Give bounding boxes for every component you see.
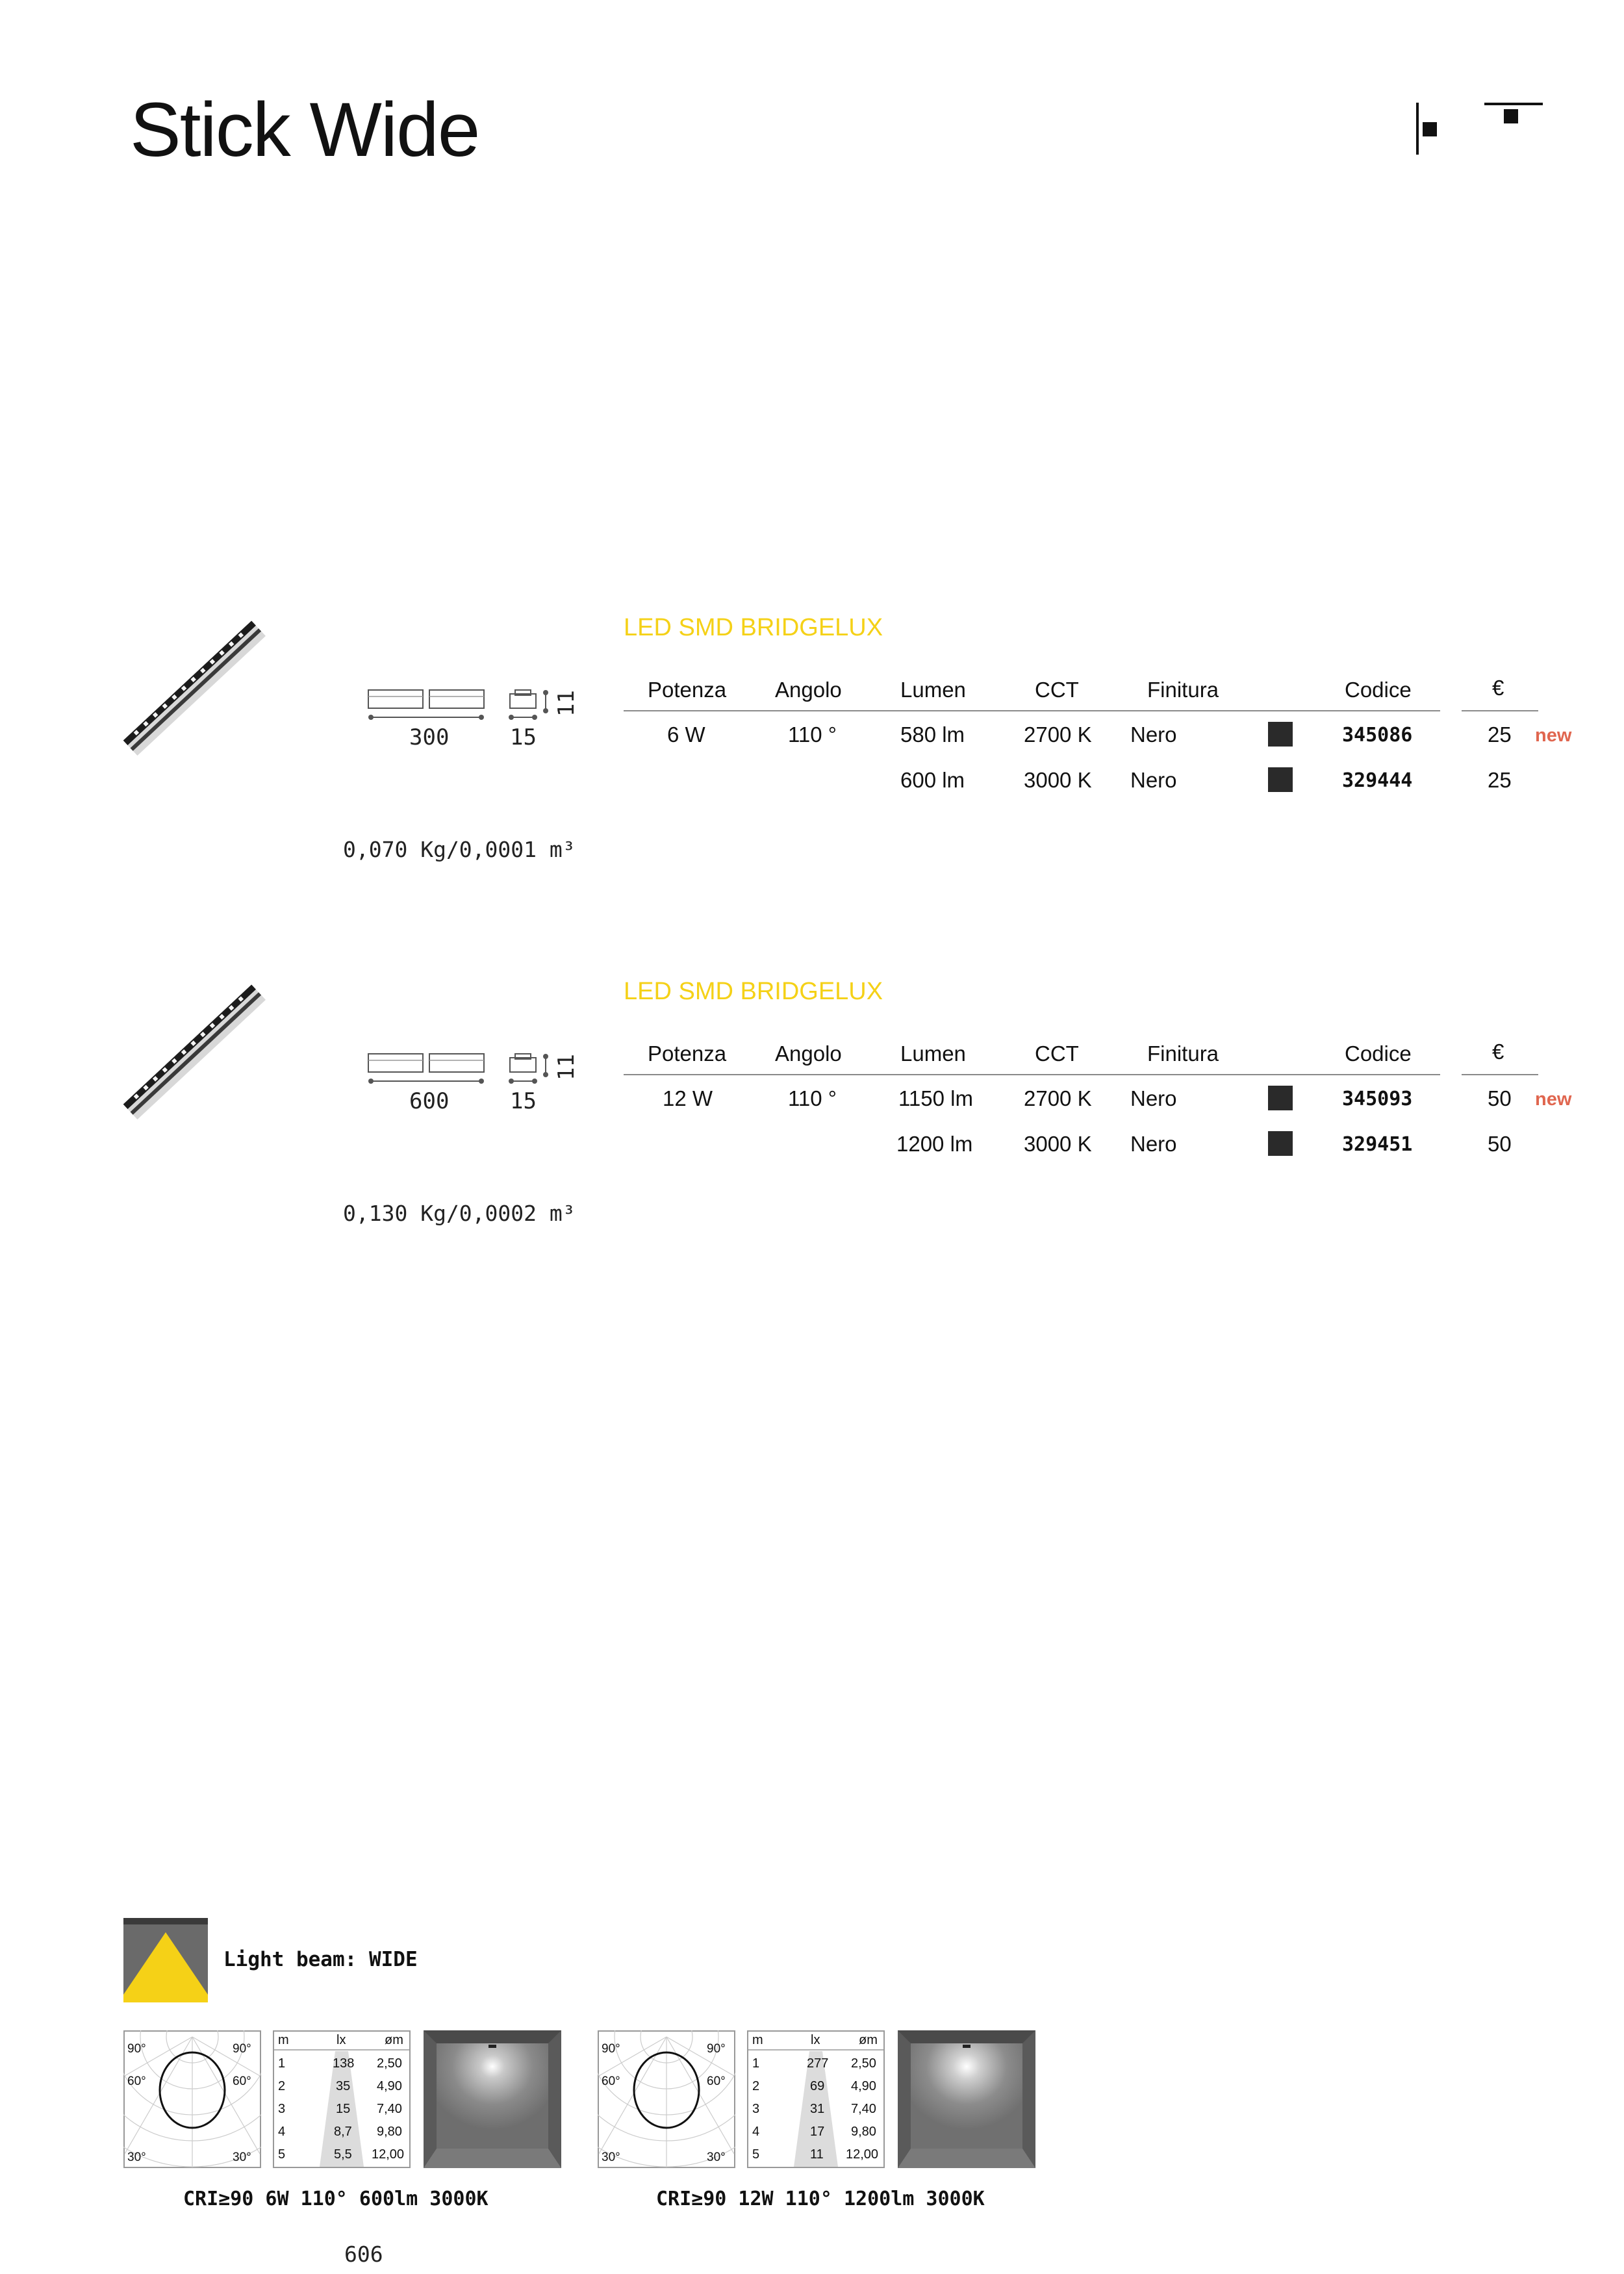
dimension-length: 300: [409, 724, 450, 750]
price-value: 25: [1488, 768, 1512, 792]
dimension-length: 600: [409, 1088, 450, 1114]
new-badge: new: [1535, 725, 1572, 746]
header-cct: CCT: [1035, 678, 1079, 702]
light-beam-label: Light beam: WIDE: [223, 1948, 418, 1971]
series-label: LED SMD BRIDGELUX: [624, 614, 883, 641]
dimension-height: 11: [553, 690, 579, 717]
ceiling-mount-icon: [1484, 103, 1543, 129]
angle-label-90-left: 90°: [127, 2042, 146, 2056]
header-codice: Codice: [1345, 1041, 1412, 1066]
table-header-rule: [624, 710, 1440, 711]
price-header-rule: [1462, 710, 1538, 711]
weight-volume: 0,070 Kg/0,0001 m³: [343, 837, 576, 862]
product-code: 345093: [1342, 1088, 1413, 1110]
header-angolo: Angolo: [775, 678, 842, 702]
cct-value: 3000 K: [1024, 1132, 1092, 1156]
cct-value: 3000 K: [1024, 768, 1092, 792]
col-header: lx: [811, 2033, 820, 2047]
header-finitura: Finitura: [1147, 1041, 1219, 1066]
table-cell: 1: [278, 2056, 286, 2071]
photometric-table: [747, 2030, 885, 2168]
wide-beam-icon: [123, 1918, 208, 2002]
product-code: 329444: [1342, 769, 1413, 792]
angle-label-90-left: 90°: [602, 2042, 620, 2056]
price-value: 25: [1488, 722, 1512, 747]
table-cell: 2,50: [377, 2056, 402, 2071]
series-label: LED SMD BRIDGELUX: [624, 978, 883, 1005]
cct-value: 2700 K: [1024, 1086, 1092, 1110]
table-cell: 2,50: [851, 2056, 876, 2071]
product-image: [120, 971, 270, 1134]
price-value: 50: [1488, 1086, 1512, 1110]
photometry-caption: CRI≥90 6W 110° 600lm 3000K: [183, 2188, 488, 2210]
power-value: 6 W: [667, 722, 705, 747]
finish-swatch: [1268, 1086, 1293, 1110]
light-render-image: [898, 2030, 1035, 2168]
dimension-height: 11: [553, 1054, 579, 1080]
angle-label-30-left: 30°: [602, 2151, 620, 2164]
lumen-value: 600 lm: [900, 768, 965, 792]
lumen-value: 580 lm: [900, 722, 965, 747]
light-render-image: [424, 2030, 561, 2168]
col-header: øm: [385, 2033, 403, 2047]
header-potenza: Potenza: [648, 678, 727, 702]
table-cell: 2: [278, 2079, 286, 2093]
table-cell: 15: [336, 2102, 351, 2116]
angle-label-30-right: 30°: [707, 2151, 726, 2164]
header-price: €: [1492, 1040, 1504, 1064]
table-cell: 9,80: [851, 2125, 876, 2139]
col-header: m: [752, 2033, 763, 2047]
angle-value: 110 °: [788, 1086, 837, 1110]
table-cell: 7,40: [851, 2102, 876, 2116]
power-value: 12 W: [663, 1086, 713, 1110]
header-codice: Codice: [1345, 678, 1412, 702]
dimension-width: 15: [510, 1088, 537, 1114]
dimension-drawing: [367, 687, 575, 726]
weight-volume: 0,130 Kg/0,0002 m³: [343, 1201, 576, 1226]
table-cell: 31: [810, 2102, 825, 2116]
finish-value: Nero: [1130, 1086, 1177, 1110]
angle-label-60-left: 60°: [602, 2075, 620, 2088]
header-potenza: Potenza: [648, 1041, 727, 1066]
table-cell: 5: [752, 2147, 760, 2162]
angle-label-30-right: 30°: [233, 2151, 251, 2164]
table-cell: 5,5: [334, 2147, 352, 2162]
price-header-rule: [1462, 1074, 1538, 1075]
lumen-value: 1150 lm: [898, 1086, 973, 1110]
header-lumen: Lumen: [900, 678, 966, 702]
table-cell: 138: [333, 2056, 355, 2071]
cct-value: 2700 K: [1024, 722, 1092, 747]
header-finitura: Finitura: [1147, 678, 1219, 702]
page-number: 606: [344, 2242, 383, 2267]
table-cell: 17: [810, 2125, 825, 2139]
photometry-caption: CRI≥90 12W 110° 1200lm 3000K: [656, 2188, 985, 2210]
angle-label-30-left: 30°: [127, 2151, 146, 2164]
table-cell: 4: [278, 2125, 286, 2139]
table-cell: 3: [752, 2102, 760, 2116]
product-image: [120, 607, 270, 770]
header-angolo: Angolo: [775, 1041, 842, 1066]
col-header: øm: [859, 2033, 878, 2047]
wall-mount-icon: [1416, 103, 1442, 155]
photometric-table: [273, 2030, 411, 2168]
table-cell: 7,40: [377, 2102, 402, 2116]
col-header: m: [278, 2033, 289, 2047]
finish-value: Nero: [1130, 768, 1177, 792]
angle-label-60-left: 60°: [127, 2075, 146, 2088]
product-code: 345086: [1342, 724, 1413, 747]
lumen-value: 1200 lm: [896, 1132, 973, 1156]
new-badge: new: [1535, 1089, 1572, 1110]
finish-swatch: [1268, 767, 1293, 792]
col-header: lx: [336, 2033, 346, 2047]
table-cell: 3: [278, 2102, 286, 2116]
table-cell: 1: [752, 2056, 760, 2071]
table-cell: 9,80: [377, 2125, 402, 2139]
angle-value: 110 °: [788, 722, 837, 747]
dimension-width: 15: [510, 724, 537, 750]
table-cell: 12,00: [846, 2147, 879, 2162]
angle-label-90-right: 90°: [233, 2042, 251, 2056]
table-header-rule: [624, 1074, 1440, 1075]
finish-value: Nero: [1130, 722, 1177, 747]
table-cell: 4,90: [377, 2079, 402, 2093]
finish-swatch: [1268, 722, 1293, 747]
header-price: €: [1492, 676, 1504, 700]
finish-value: Nero: [1130, 1132, 1177, 1156]
angle-label-60-right: 60°: [233, 2075, 251, 2088]
table-cell: 8,7: [334, 2125, 352, 2139]
price-value: 50: [1488, 1132, 1512, 1156]
dimension-drawing: [367, 1051, 575, 1090]
table-cell: 277: [807, 2056, 829, 2071]
table-cell: 11: [810, 2147, 824, 2162]
table-cell: 4: [752, 2125, 760, 2139]
table-cell: 4,90: [851, 2079, 876, 2093]
finish-swatch: [1268, 1131, 1293, 1156]
header-cct: CCT: [1035, 1041, 1079, 1066]
table-cell: 2: [752, 2079, 760, 2093]
table-cell: 5: [278, 2147, 286, 2162]
page-title: Stick Wide: [130, 87, 479, 173]
angle-label-60-right: 60°: [707, 2075, 726, 2088]
product-code: 329451: [1342, 1133, 1413, 1156]
header-lumen: Lumen: [900, 1041, 966, 1066]
table-cell: 12,00: [372, 2147, 405, 2162]
table-cell: 35: [336, 2079, 351, 2093]
table-cell: 69: [810, 2079, 825, 2093]
angle-label-90-right: 90°: [707, 2042, 726, 2056]
